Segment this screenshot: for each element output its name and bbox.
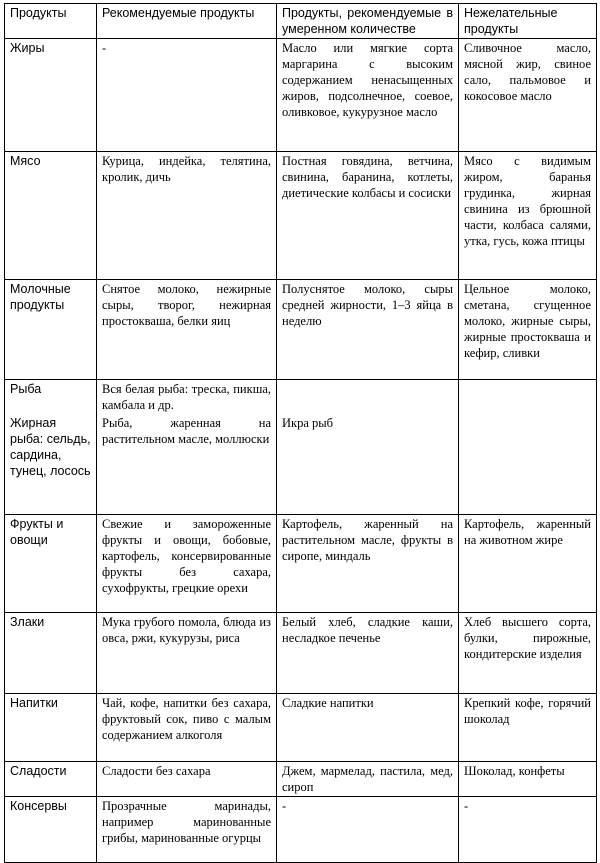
moderate-cell: Масло или мягкие сорта маргарина с высоким содержанием ненасыщенных жиров, подсолнечное, соевое, оливковое, кукурузное масло	[277, 39, 459, 152]
undesirable-cell: Мясо с видимым жиром, баранья грудинка, жирная свинина из брюшной части, колбаса салями, утка, гусь, кожа птицы	[459, 152, 597, 280]
undesirable-cell	[459, 380, 597, 415]
recommended-cell: Мука грубого помола, блюда из овса, ржи, кукурузы, риса	[97, 612, 277, 693]
product-name: Жирная рыба: сельдь, сардина, тунец, лосось	[5, 414, 97, 514]
moderate-cell: Полуснятое молоко, сыры средней жирности, 1–3 яйца в неделю	[277, 280, 459, 380]
header-row	[5, 4, 597, 39]
product-name: Консервы	[5, 796, 97, 862]
table-row	[5, 693, 597, 761]
undesirable-cell: Картофель, жаренный на животном жире	[459, 514, 597, 612]
table-row	[5, 39, 597, 152]
moderate-cell: Картофель, жаренный на растительном масле, фрукты в сиропе, миндаль	[277, 514, 459, 612]
recommended-cell: Снятое молоко, нежирные сыры, творог, нежирная простокваша, белки яиц	[97, 280, 277, 380]
recommended-cell: -	[97, 39, 277, 152]
undesirable-cell: -	[459, 796, 597, 862]
moderate-cell: Постная говядина, ветчина, свинина, баранина, котлеты, диетические колбасы и сосиски	[277, 152, 459, 280]
recommended-cell: Чай, кофе, напитки без сахара, фруктовый сок, пиво с малым содержанием алкоголя	[97, 693, 277, 761]
moderate-cell: Сладкие напитки	[277, 693, 459, 761]
table-row	[5, 280, 597, 380]
undesirable-cell: Сливочное масло, мясной жир, свиное сало, пальмовое и кокосовое масло	[459, 39, 597, 152]
header-products: Продукты	[5, 4, 97, 39]
moderate-cell	[277, 380, 459, 415]
product-name: Молочные продукты	[5, 280, 97, 380]
moderate-cell: -	[277, 796, 459, 862]
food-recommendations-table	[4, 3, 597, 863]
moderate-cell: Джем, мармелад, пастила, мед, сироп	[277, 761, 459, 796]
recommended-cell: Вся белая рыба: треска, пикша, камбала и др.	[97, 380, 277, 415]
table-row	[5, 514, 597, 612]
product-name: Напитки	[5, 693, 97, 761]
table-row	[5, 380, 597, 415]
header-moderate: Продукты, рекомендуемые в умеренном количестве	[277, 4, 459, 39]
undesirable-cell: Шоколад, конфеты	[459, 761, 597, 796]
moderate-cell: Икра рыб	[277, 414, 459, 514]
recommended-cell: Прозрачные маринады, например маринованные грибы, маринованные огурцы	[97, 796, 277, 862]
table-row	[5, 796, 597, 862]
table-row	[5, 761, 597, 796]
table-row	[5, 612, 597, 693]
product-name: Мясо	[5, 152, 97, 280]
undesirable-cell: Цельное молоко, сметана, сгущенное молоко, жирные сыры, жирные простокваша и кефир, сливки	[459, 280, 597, 380]
recommended-cell: Сладости без сахара	[97, 761, 277, 796]
undesirable-cell: Крепкий кофе, горячий шоколад	[459, 693, 597, 761]
product-name: Злаки	[5, 612, 97, 693]
header-undesirable: Нежелательные продукты	[459, 4, 597, 39]
undesirable-cell	[459, 414, 597, 514]
moderate-cell: Белый хлеб, сладкие каши, несладкое печенье	[277, 612, 459, 693]
table-row	[5, 414, 597, 514]
product-name: Жиры	[5, 39, 97, 152]
recommended-cell: Рыба, жаренная на растительном масле, моллюски	[97, 414, 277, 514]
product-name: Рыба	[5, 380, 97, 415]
product-name: Фрукты и овощи	[5, 514, 97, 612]
undesirable-cell: Хлеб высшего сорта, булки, пирожные, кондитерские изделия	[459, 612, 597, 693]
recommended-cell: Свежие и замороженные фрукты и овощи, бобовые, картофель, консервированные фрукты без сахара, сухофрукты, грецкие орехи	[97, 514, 277, 612]
product-name: Сладости	[5, 761, 97, 796]
header-recommended: Рекомендуемые продукты	[97, 4, 277, 39]
recommended-cell: Курица, индейка, телятина, кролик, дичь	[97, 152, 277, 280]
table-row	[5, 152, 597, 280]
